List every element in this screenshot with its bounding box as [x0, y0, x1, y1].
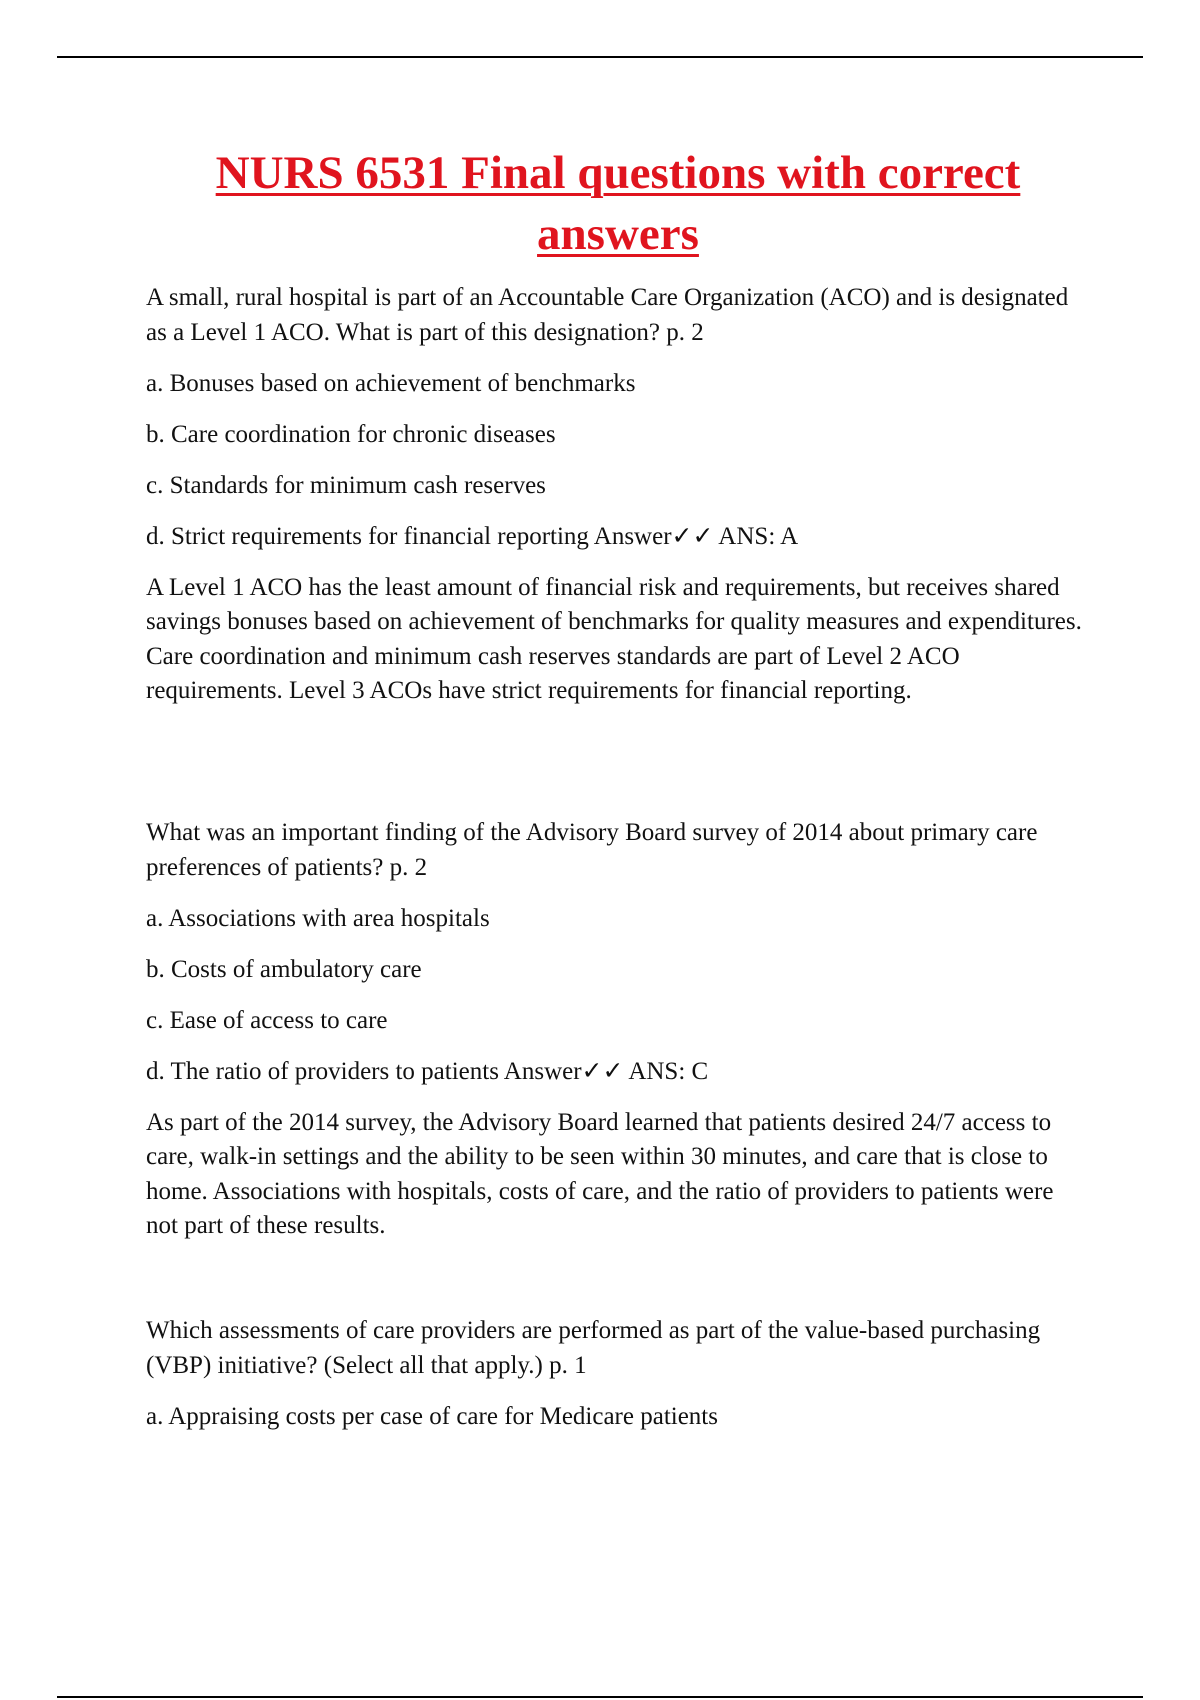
- header-rule: [57, 56, 1143, 58]
- question-text: A small, rural hospital is part of an Accountable Care Organization (ACO) and is designated as a Level 1 ACO. What is part of this designation? p. 2: [146, 284, 1069, 346]
- option-d-answer: d. The ratio of providers to patients Answer✓✓ ANS: C: [146, 1057, 709, 1085]
- option-a: a. Bonuses based on achievement of benchmarks: [146, 369, 636, 397]
- option-b: b. Care coordination for chronic diseases: [146, 420, 556, 448]
- title-line-2: answers: [537, 208, 699, 260]
- question-1: [146, 281, 1086, 725]
- explanation: A Level 1 ACO has the least amount of financial risk and requirements, but receives shared savings bonuses based on achievement of benchmarks for quality measures and expenditures. Care coordination and minimum cash reserves standards are part of Level 2 ACO requirements. Level 3 ACOs have strict requirements for financial reporting.: [146, 573, 1082, 704]
- explanation: As part of the 2014 survey, the Advisory Board learned that patients desired 24/7 access to care, walk-in settings and the ability to be seen within 30 minutes, and care that is close to home. Associations with hospitals, costs of care, and the ratio of providers to patients were not part of these results.: [146, 1108, 1054, 1239]
- option-c: c. Ease of access to care: [146, 1006, 388, 1034]
- document-title: [0, 143, 1200, 265]
- option-d-answer: d. Strict requirements for financial reporting Answer✓✓ ANS: A: [146, 522, 799, 550]
- title-line-1: NURS 6531 Final questions with correct: [215, 147, 1021, 199]
- footer-rule: [57, 1696, 1143, 1698]
- option-b: b. Costs of ambulatory care: [146, 955, 422, 983]
- question-text: Which assessments of care providers are performed as part of the value-based purchasing (VBP) initiative? (Select all that apply.) p. 1: [146, 1317, 1041, 1379]
- option-a: a. Associations with area hospitals: [146, 904, 490, 932]
- question-2: [146, 816, 1086, 1260]
- question-text: What was an important finding of the Advisory Board survey of 2014 about primary care preferences of patients? p. 2: [146, 819, 1038, 881]
- option-a: a. Appraising costs per case of care for Medicare patients: [146, 1402, 718, 1430]
- option-c: c. Standards for minimum cash reserves: [146, 471, 546, 499]
- question-3: [146, 1314, 1086, 1451]
